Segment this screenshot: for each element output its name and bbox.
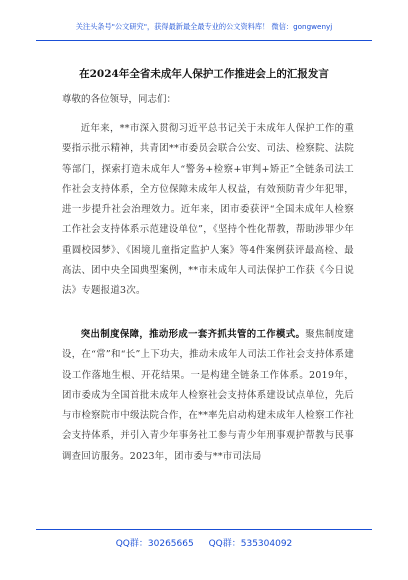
footer-qq-2: QQ群：535304092 [208,539,293,549]
paragraph-2-lead: 突出制度保障，推动形成一套齐抓共管的工作模式。 [80,329,306,340]
header-divider [36,40,372,41]
footer [0,536,408,549]
paragraph-1: 近年来，**市深入贯彻习近平总书记关于未成年人保护工作的重要指示批示精神，共青团**市委员会联合公安、司法、检察院、法院等部门，探索打造未成年人“警务+检察+审判+矫正”全链条司法工作社会支持体系，全方位保障未成年人权益，有效预防青少年犯罪，进一步提升社会治理效力。近年来，团市委获评“全国未成年人检察工作社会支持体系示范建设单位”，《坚持个性化帮教，帮助涉罪少年重圆校园梦》、《困境儿童指定监护人案》等4件案例获评最高检、最高法、团中央全国典型案例，**市未成年人司法保护工作获《今日说法》专题报道3次。 [62,123,354,297]
footer-qq-1: QQ群：30265665 [115,539,194,549]
paragraph-2 [62,325,354,467]
paragraph-2-body: 聚焦制度建设，在“常”和“长”上下功夫，推动未成年人司法工作社会支持体系建设工作落地生根、开花结果。一是构建全链条工作体系。2019年，团市委成为全国首批未成年人检察社会支持体系建设试点单位，先后与市检察院市中级法院合作，在**率先启动构建未成年人检察工作社会支持体系，并引入青少年事务社工参与青少年刑事观护帮教与民事调查回访服务。2023年，团市委与**市司法局 [62,329,354,462]
footer-divider [36,529,372,530]
greeting: 尊敬的各位领导，同志们： [62,94,177,105]
document-title: 在2024年全省未成年人保护工作推进会上的汇报发言 [79,68,329,80]
header-banner: 关注头条号"公文研究"，获得最新最全最专业的公文资料库！ 微信：gongwenyj [75,22,333,31]
